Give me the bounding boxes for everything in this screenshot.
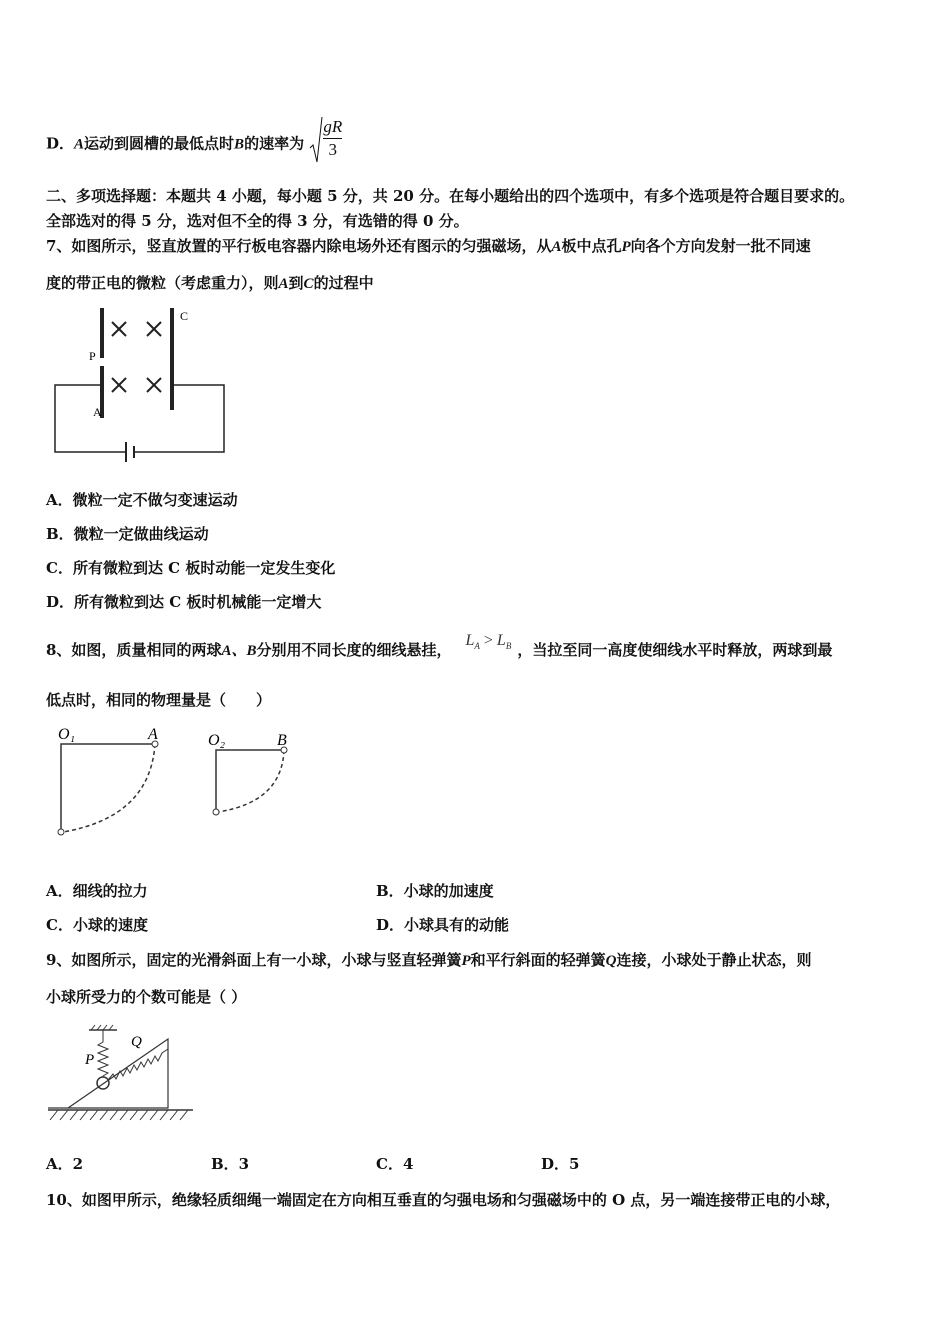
var: A、B bbox=[221, 643, 257, 659]
var: P bbox=[461, 953, 471, 969]
sqrt-formula bbox=[309, 116, 346, 161]
q7-stem-line1 bbox=[46, 236, 811, 257]
text: 的过程中 bbox=[313, 274, 374, 292]
numerator: gR bbox=[323, 116, 342, 139]
text: 8、如图，质量相同的两球 bbox=[46, 641, 222, 659]
label-o1: O₁ bbox=[58, 726, 76, 743]
text: 度的带正电的微粒（考虑重力），则 bbox=[46, 274, 279, 292]
var: C bbox=[303, 276, 314, 292]
option-label: D． bbox=[46, 134, 75, 153]
text: ，当拉至同一高度使细线水平时释放，两球到最 bbox=[517, 641, 833, 659]
q8-option-d: D．小球具有的动能 bbox=[376, 916, 510, 934]
l: L bbox=[496, 632, 506, 649]
text: 向各个方向发射一批不同速 bbox=[630, 237, 811, 255]
var: P bbox=[621, 239, 631, 255]
label-p: P bbox=[89, 349, 96, 363]
var: A bbox=[278, 276, 289, 292]
q7-option-c: C．所有微粒到达 C 板时动能一定发生变化 bbox=[46, 559, 336, 577]
q8-pendulum-figure bbox=[50, 722, 310, 847]
sub: B bbox=[505, 641, 512, 652]
q7-capacitor-figure bbox=[50, 300, 235, 470]
q9-option-c: C．4 bbox=[376, 1155, 414, 1173]
text: 到 bbox=[288, 274, 304, 292]
q8-option-a: A．细线的拉力 bbox=[46, 882, 148, 900]
text: 7、如图所示，竖直放置的平行板电容器内除电场外还有图示的匀强磁场，从 bbox=[46, 237, 552, 255]
q8-stem-line2: 低点时，相同的物理量是（ ） bbox=[46, 691, 272, 709]
q9-option-b: B．3 bbox=[211, 1155, 250, 1173]
text: 板中点孔 bbox=[561, 237, 622, 255]
label-a: A bbox=[148, 726, 158, 743]
text: 连接，小球处于静止状态，则 bbox=[616, 951, 812, 969]
text: 9、如图所示，固定的光滑斜面上有一小球，小球与竖直轻弹簧 bbox=[46, 951, 462, 969]
q9-option-a: A．2 bbox=[46, 1155, 84, 1173]
q9-option-d: D．5 bbox=[541, 1155, 580, 1173]
q7-option-b: B．微粒一定做曲线运动 bbox=[46, 525, 209, 543]
q7-stem-line2 bbox=[46, 273, 374, 294]
q8-stem-line1 bbox=[46, 632, 833, 666]
q9-stem-line1 bbox=[46, 950, 812, 971]
var: Q bbox=[605, 953, 617, 969]
label-b: B bbox=[277, 732, 287, 749]
var: B bbox=[234, 136, 245, 153]
denominator: 3 bbox=[328, 140, 337, 159]
q8-option-c: C．小球的速度 bbox=[46, 916, 148, 934]
label-p: P bbox=[85, 1052, 95, 1068]
gt: > bbox=[479, 632, 497, 649]
q8-option-b: B．小球的加速度 bbox=[376, 882, 494, 900]
q9-incline-figure bbox=[45, 1022, 200, 1127]
text: 和平行斜面的轻弹簧 bbox=[470, 951, 606, 969]
var: A bbox=[74, 136, 85, 153]
q7-option-d: D．所有微粒到达 C 板时机械能一定增大 bbox=[46, 593, 322, 611]
text: 运动到圆槽的最低点时 bbox=[84, 134, 235, 153]
formula bbox=[465, 632, 512, 652]
label-a: A bbox=[93, 405, 102, 419]
text: 的速率为 bbox=[244, 134, 305, 153]
text: 分别用不同长度的细线悬挂， bbox=[256, 641, 452, 659]
q6-option-d bbox=[46, 117, 346, 167]
q9-stem-line2: 小球所受力的个数可能是（ ） bbox=[46, 988, 247, 1006]
var: A bbox=[551, 239, 562, 255]
q10-stem-line1: 10、如图甲所示，绝缘轻质细绳一端固定在方向相互垂直的匀强电场和匀强磁场中的 O 点，另一端连接带正电的小球， bbox=[46, 1191, 841, 1209]
q7-option-a: A．微粒一定不做匀变速运动 bbox=[46, 491, 238, 509]
sub: A bbox=[474, 641, 480, 652]
l: L bbox=[465, 632, 475, 649]
label-c: C bbox=[180, 309, 189, 323]
section2-line2: 全部选对的得 5 分，选对但不全的得 3 分，有选错的得 0 分。 bbox=[46, 212, 469, 230]
section2-line1: 二、多项选择题：本题共 4 小题，每小题 5 分，共 20 分。在每小题给出的四个选项中，有多个选项是符合题目要求的。 bbox=[46, 187, 855, 205]
label-q: Q bbox=[131, 1034, 142, 1050]
label-o2: O₂ bbox=[208, 732, 226, 749]
